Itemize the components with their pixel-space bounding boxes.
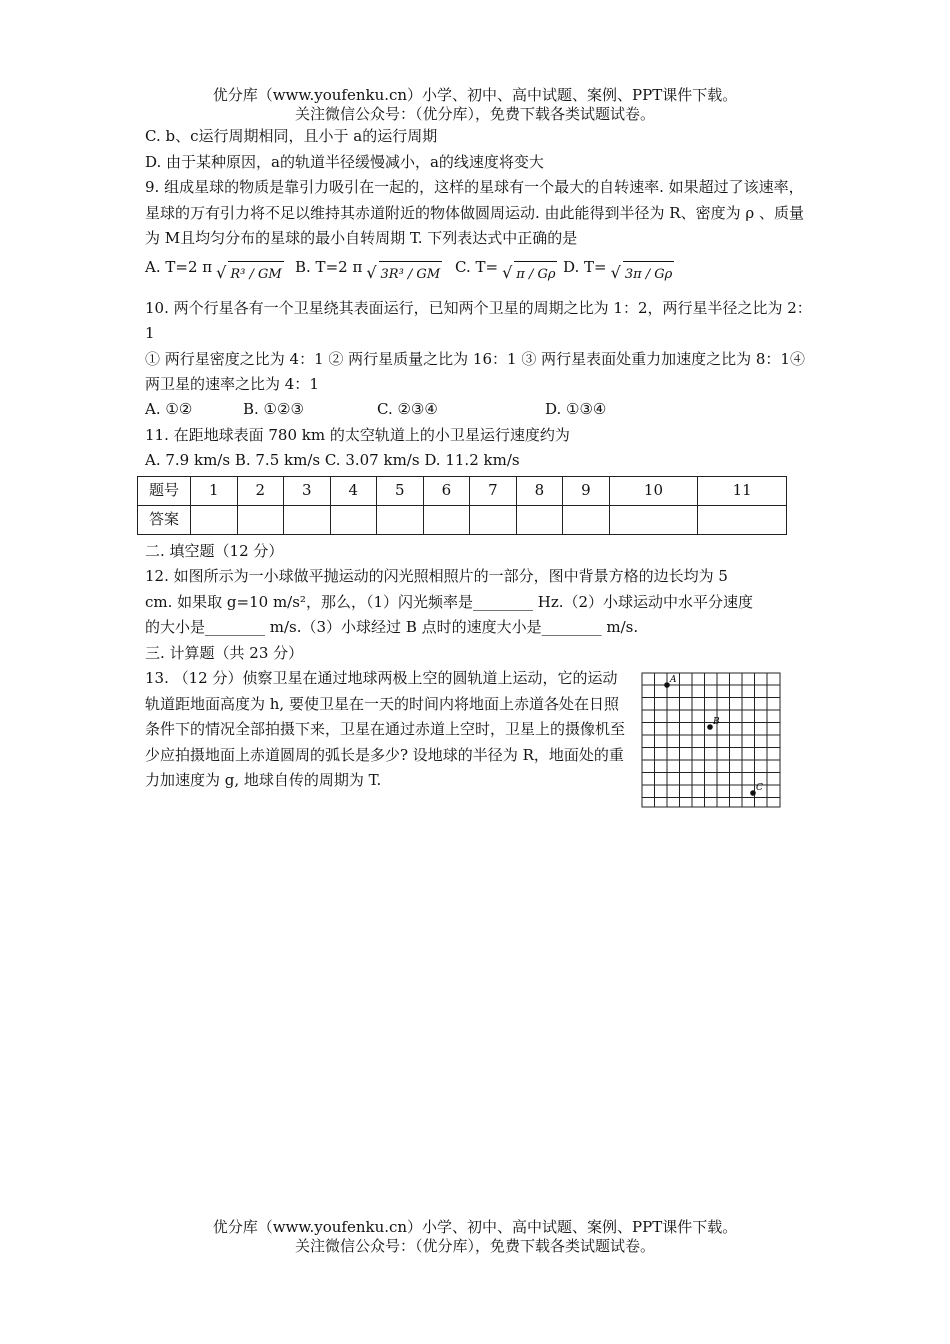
q9-option-b: B. T=2 π √ 3R³ / GM — [295, 254, 455, 282]
answer-cell[interactable] — [330, 505, 377, 534]
q9-option-d: D. T= √ 3π / Gρ — [563, 254, 693, 282]
point-b-label: B — [713, 717, 720, 727]
answer-table-number-label: 题号 — [138, 476, 191, 505]
page-footer — [0, 1218, 950, 1256]
q9-option-c: C. T= √ π / Gρ — [455, 254, 563, 282]
answer-table-number: 8 — [516, 476, 563, 505]
section-3-title: 三. 计算题（共 23 分） — [145, 643, 304, 662]
answer-cell[interactable] — [377, 505, 424, 534]
answer-cell[interactable] — [563, 505, 610, 534]
footer-line-1: 优分库（www.youfenku.cn）小学、初中、高中试题、案例、PPT课件下载。 — [212, 1218, 738, 1236]
q9-option-a: A. T=2 π √ R³ / GM — [145, 254, 295, 282]
answer-cell[interactable] — [191, 505, 238, 534]
answer-table-number: 10 — [609, 476, 698, 505]
q10-stem: 10. 两个行星各有一个卫星绕其表面运行，已知两个卫星的周期之比为 1：2，两行星半径之比为 2：1 — [145, 298, 812, 342]
answer-cell[interactable] — [698, 505, 787, 534]
answer-table-number-row — [138, 476, 787, 505]
answer-table-number: 5 — [377, 476, 424, 505]
q9-options — [145, 252, 815, 282]
answer-table-number: 1 — [191, 476, 238, 505]
point-c-label: C — [756, 783, 763, 793]
projectile-grid-figure — [641, 672, 781, 808]
point-c — [750, 790, 756, 796]
answer-table-number: 7 — [470, 476, 517, 505]
q13-block — [145, 666, 815, 808]
answer-table-number: 6 — [423, 476, 470, 505]
header-line-1: 优分库（www.youfenku.cn）小学、初中、高中试题、案例、PPT课件下载。 — [212, 86, 738, 104]
answer-cell[interactable] — [470, 505, 517, 534]
exam-content — [145, 124, 815, 808]
answer-cell[interactable] — [516, 505, 563, 534]
answer-table-answer-label: 答案 — [138, 505, 191, 534]
answer-table-number: 2 — [237, 476, 284, 505]
q11-stem: 11. 在距地球表面 780 km 的太空轨道上的小卫星运行速度约为 — [145, 425, 570, 444]
q10-option-c: C. ②③④ — [377, 400, 438, 418]
q10-option-a: A. ①② — [145, 400, 193, 418]
q10-option-d: D. ①③④ — [545, 400, 607, 418]
q13-text: 13. （12 分）侦察卫星在通过地球两极上空的圆轨道上运动，它的运动轨道距地面高度为 h, 要使卫星在一天的时间内将地面上赤道各处在日照条件下的情况全部拍摄下来，卫星在通过赤道上空时，卫星上的摄像机至少应拍摄地面上赤道圆周的弧长是多少? 设地球的半径为 R，地面处的重力加速度为 g, 地球自传的周期为 T. — [145, 669, 626, 789]
answer-cell[interactable] — [423, 505, 470, 534]
q12-line-2: cm. 如果取 g=10 m/s²，那么，（1）闪光频率是________ Hz.（2）小球运动中水平分速度 — [145, 592, 754, 611]
q10-options — [145, 398, 815, 423]
page-header — [0, 86, 950, 124]
answer-table-number: 9 — [563, 476, 610, 505]
answer-cell[interactable] — [284, 505, 331, 534]
answer-cell[interactable] — [609, 505, 698, 534]
q12-line-1: 12. 如图所示为一小球做平抛运动的闪光照相照片的一部分，图中背景方格的边长均为 5 — [145, 567, 728, 585]
point-a — [664, 682, 670, 688]
answer-cell[interactable] — [237, 505, 284, 534]
answer-table-number: 4 — [330, 476, 377, 505]
section-2-title: 二. 填空题（12 分） — [145, 541, 284, 560]
q8-option-c: C. b、c运行周期相同，且小于 a的运行周期 — [145, 127, 438, 145]
q10-option-b: B. ①②③ — [243, 400, 304, 418]
answer-table-number: 3 — [284, 476, 331, 505]
q11-options: A. 7.9 km/s B. 7.5 km/s C. 3.07 km/s D. 11.2 km/s — [145, 451, 520, 469]
q9-stem: 9. 组成星球的物质是靠引力吸引在一起的，这样的星球有一个最大的自转速率. 如果超过了该速率，星球的万有引力将不足以维持其赤道附近的物体做圆周运动. 由此能得到半径为 R、密度为 ρ 、质量为 M且均匀分布的星球的最小自转周期 T. 下列表达式中正确的是 — [145, 178, 804, 247]
q10-statements: ① 两行星密度之比为 4：1 ② 两行星质量之比为 16：1 ③ 两行星表面处重力加速度之比为 8：1④ 两卫星的速率之比为 4：1 — [145, 349, 805, 393]
q12-line-3: 的大小是________ m/s.（3）小球经过 B 点时的速度大小是________ m/s. — [145, 618, 639, 636]
point-b — [707, 724, 713, 730]
answer-table-number: 11 — [698, 476, 787, 505]
q8-option-d: D. 由于某种原因，a的轨道半径缓慢减小，a的线速度将变大 — [145, 152, 544, 171]
answer-table — [137, 476, 787, 535]
header-line-2: 关注微信公众号：（优分库），免费下载各类试题试卷。 — [294, 105, 655, 123]
answer-table-answer-row — [138, 505, 787, 534]
point-a-label: A — [670, 675, 677, 685]
footer-line-2: 关注微信公众号：（优分库），免费下载各类试题试卷。 — [294, 1237, 655, 1255]
